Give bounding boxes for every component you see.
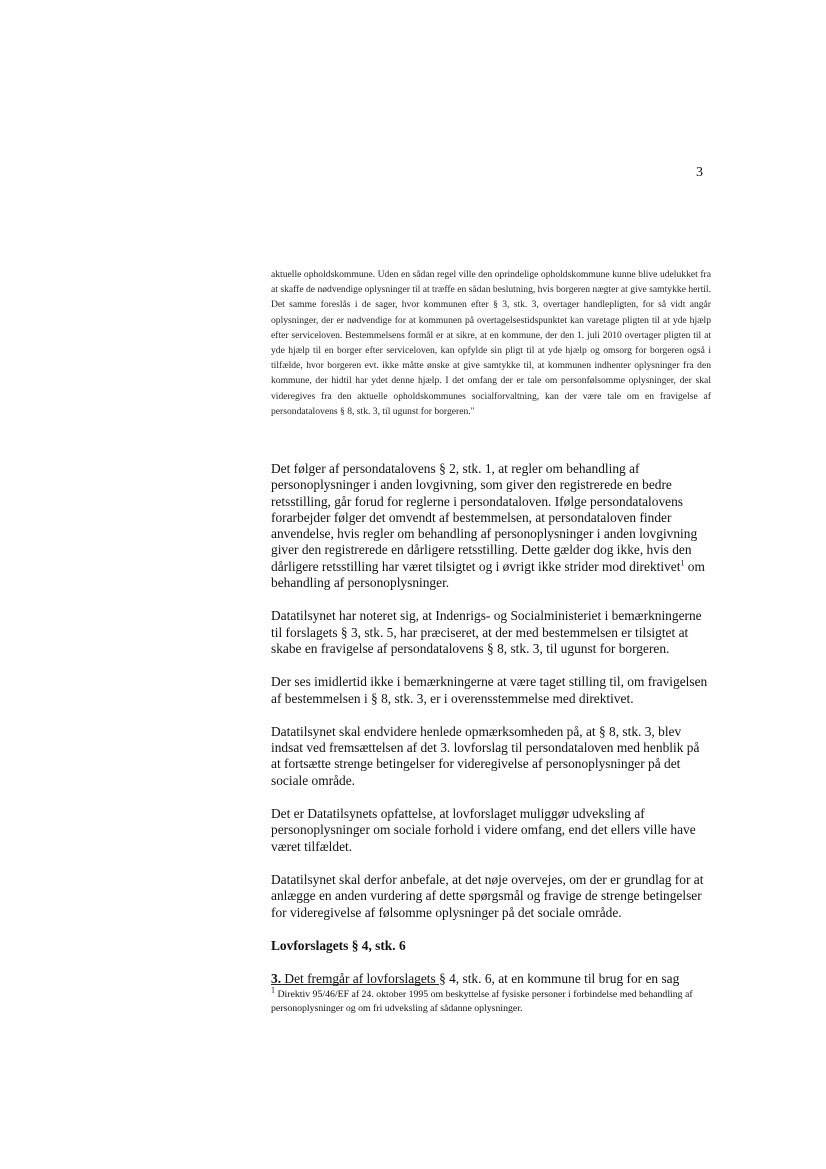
footnote-divider [271,984,439,985]
section-3-text: Det fremgår af lovforslagets § 4, stk. 6, at en kommune til brug for en sag [281,971,680,987]
section-number: 3. [271,971,282,987]
paragraph-6: Datatilsynet skal derfor anbefale, at det nøje overvejes, om der er grundlag for at anlægge en anden vurdering af dette spørgsmål og fravige de strenge betingelser for videregivelse af følsomme oplysninger på det sociale område. [271,871,704,920]
footnote-mark: 1 [271,985,275,995]
footnote-reference: 1 [680,558,685,568]
page-number: 3 [696,165,703,180]
footnote [271,985,716,1015]
paragraph-5: Det er Datatilsynets opfattelse, at lovforslaget muliggør udveksling af personoplysninger om sociale forhold i videre omfang, end det ellers ville have været tilfældet. [271,806,696,854]
paragraph-2: Datatilsynet har noteret sig, at Indenrigs- og Socialministeriet i bemærkningerne til forslagets § 3, stk. 5, har præciseret, at der med bestemmelsen er tilsigtet at skabe en fravigelse af persondatalovens § 8, stk. 3, til ugunst for borgeren. [271,608,702,656]
quoted-excerpt [271,267,711,419]
quote-text: aktuelle opholdskommune. Uden en sådan regel ville den oprindelige opholdskommune kunne blive udelukket fra at skaffe de nødvendige oplysninger til at træffe en sådan beslutning, hvis borgeren nægter at give samtykke hertil. Det samme foreslås i de sager, hvor kommunen efter § 3, stk. 3, overtager handlepligten, for så vidt angår oplysninger, der er nødvendige for at kommunen på overtagelsestidspunktet kan varetage pligten til at yde hjælp efter serviceloven. Bestemmelsens formål er at sikre, at en kommune, der den 1. juli 2010 overtager pligten til at yde hjælp til en borger efter serviceloven, kan opfylde sin pligt til at yde hjælp og omsorg for borgeren også i tilfælde, hvor borgeren evt. ikke måtte ønske at give samtykke til, at kommunen indhenter oplysninger fra den kommune, der hidtil har ydet denne hjælp. I det omfang der er tale om personfølsomme oplysninger, der skal videregives fra den aktuelle opholdskommunes socialforvaltning, kan der være tale om en fravigelse af persondatalovens § 8, stk. 3, til ugunst for borgeren." [271,269,711,417]
paragraph-1 [271,461,711,591]
footnote-text: Direktiv 95/46/EF af 24. oktober 1995 om beskyttelse af fysiske personer i forbindelse med behandling af personoplysninger og om fri udveksling af sådanne oplysninger. [271,989,693,1014]
paragraph-1-end: om behandling af personoplysninger. [271,558,705,591]
paragraph-4: Datatilsynet skal endvidere henlede opmærksomheden på, at § 8, stk. 3, blev indsat ved fremsættelsen af det 3. lovforslag til persondataloven med henblik på at fortsætte strenge betingelser for videregivelse af personoplysninger på det sociale område. [271,723,700,788]
section-heading: Lovforslagets § 4, stk. 6 [271,937,406,953]
body-text [271,461,711,1004]
paragraph-3: Der ses imidlertid ikke i bemærkningerne at være taget stilling til, om fravigelsen af bestemmelsen i § 8, stk. 3, er i overensstemmelse med direktivet. [271,674,708,706]
paragraph-1-text: Det følger af persondatalovens § 2, stk. 1, at regler om behandling af personoplysninger i anden lovgivning, som giver den registrerede en bedre retsstilling, går forud for reglerne i persondataloven. Ifølge persondatalovens forarbejder følger det omvendt af bestemmelsen, at persondataloven finder anvendelse, hvis regler om behandling af personoplysninger i anden lovgivning giver den registrerede en dårligere retsstilling. Dette gælder dog ikke, hvis den dårligere retsstilling har været tilsigtet og i øvrigt ikke strider mod direktivet [271,461,698,574]
